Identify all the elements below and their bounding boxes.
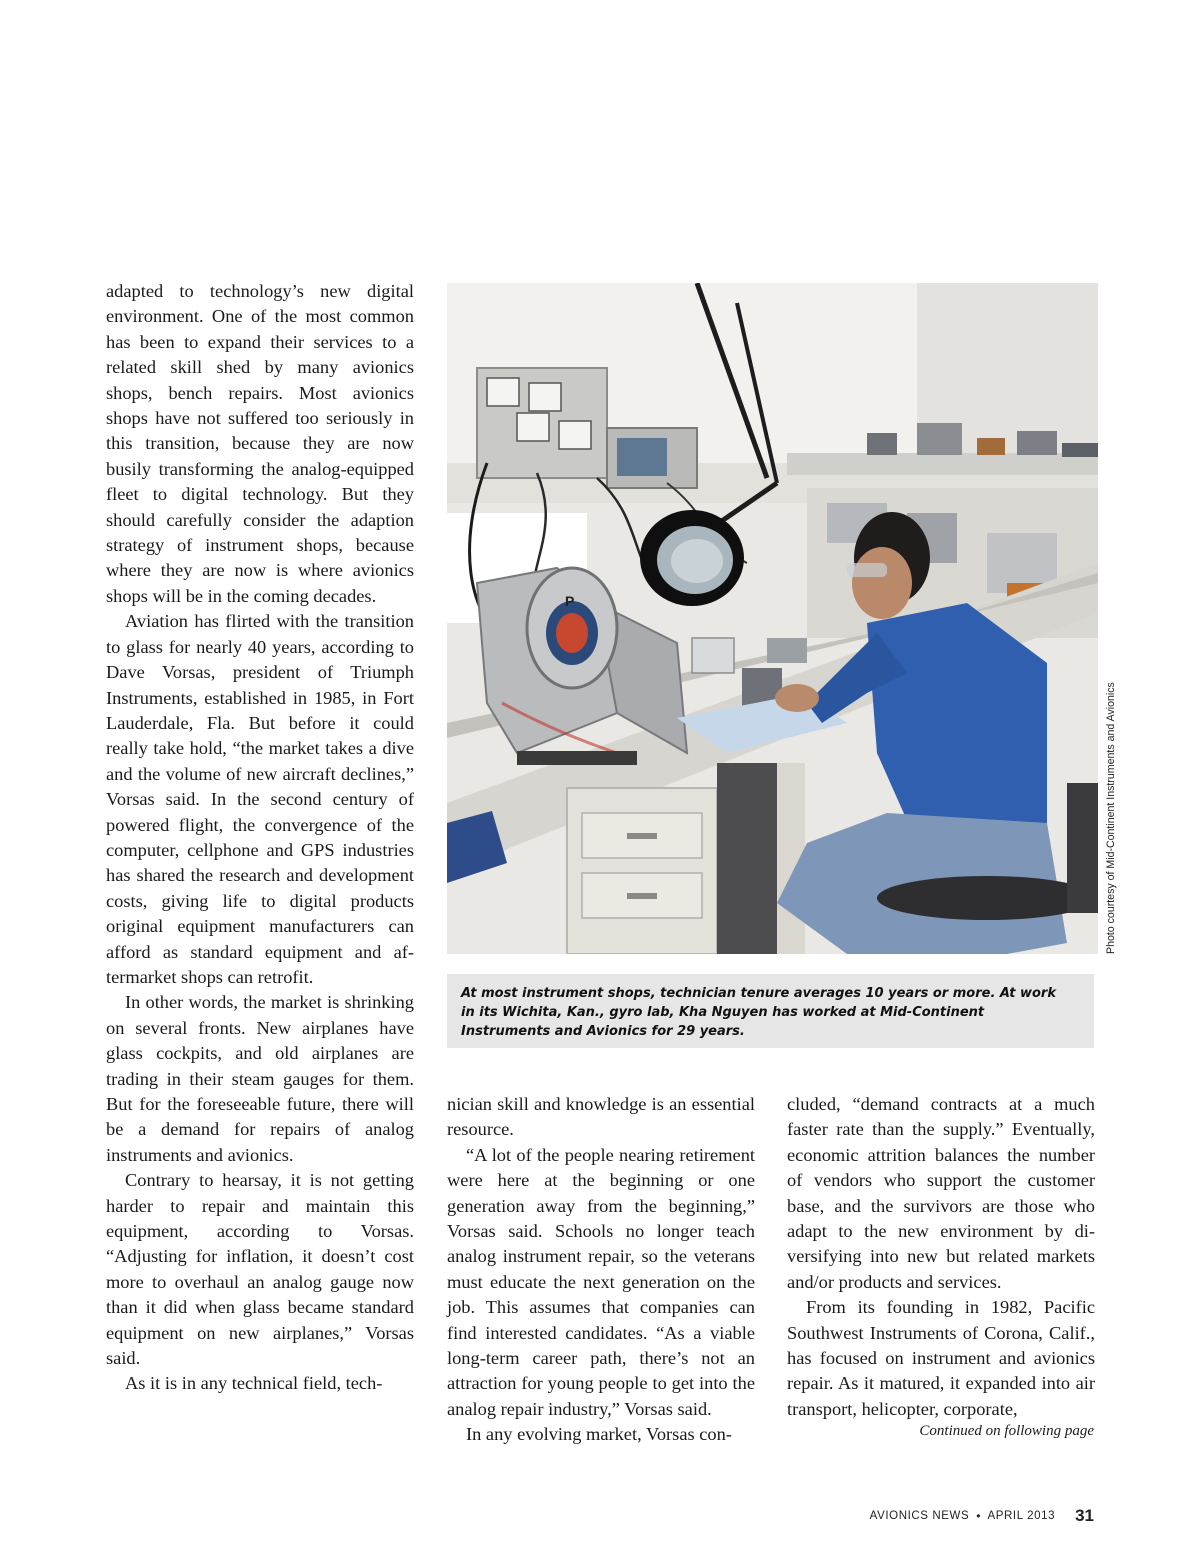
issue-date: APRIL 2013 <box>987 1510 1056 1522</box>
photo-credit: Photo courtesy of Mid-Continent Instruments and Avionics <box>1105 682 1117 954</box>
paragraph: In other words, the market is shrinking on several fronts. New airplanes have glass cockpits, and old airplanes are trading in their steam gauges for them. But for the foreseeable future, there will be a demand for repairs of analog instruments and avionics. <box>106 992 414 1165</box>
photo-caption-box <box>447 974 1094 1048</box>
photo-caption: At most instrument shops, technician tenure averages 10 years or more. At work in its Wichita, Kan., gyro lab, Kha Nguyen has worked at Mid-Continent Instruments and Avionics for 29 years. <box>461 986 1056 1039</box>
paragraph: nician skill and knowledge is an essential resource. <box>447 1094 755 1140</box>
paragraph: From its founding in 1982, Pacific Southwest Instruments of Corona, Calif., has focused on instrument and avionics repair. As it matured, it expanded into air transport, helicopter, corporate, <box>787 1297 1095 1419</box>
lab-photo <box>447 283 1098 954</box>
article-column-3 <box>787 1092 1095 1422</box>
page-footer <box>760 1506 1094 1532</box>
footer-separator: • <box>976 1509 981 1523</box>
page-number: 31 <box>1075 1506 1094 1525</box>
continued-note: Continued on following page <box>919 1423 1094 1439</box>
paragraph: Contrary to hearsay, it is not getting harder to repair and maintain this equipment, according to Vorsas. “Adjusting for inflation, it doesn’t cost more to overhaul an analog gauge now than it did when glass became standard equipment on new airplanes,” Vorsas said. <box>106 1170 414 1369</box>
paragraph: As it is in any technical field, tech- <box>125 1373 383 1394</box>
paragraph: In any evolving market, Vorsas con- <box>466 1424 732 1445</box>
article-column-2 <box>447 1092 755 1448</box>
paragraph: cluded, “demand contracts at a much faster rate than the supply.” Eventually, economic attrition balances the number of vendors who support the customer base, and the survivors are those who adapt to the new environment by diversifying into new but related markets and/or products and services. <box>787 1094 1095 1292</box>
instrument-letter: P <box>565 593 575 609</box>
paragraph: adapted to technology’s new digital environment. One of the most common has been to expand their services to a related skill shed by many avionics shops, bench repairs. Most avionics shops have not suffered too seriously in this transition, because they are now busily transforming the analog-equipped fleet to digital technology. But they should carefully consider the adaption strategy of instrument shops, because where they are now is where avionics shops will be in the coming decades. <box>106 281 414 606</box>
publication-name: AVIONICS NEWS <box>869 1510 970 1522</box>
article-column-1 <box>106 279 414 1397</box>
paragraph: Aviation has flirted with the transition to glass for nearly 40 years, according to Dave Vorsas, president of Triumph Instruments, established in 1985, in Fort Lauderdale, Fla. But before it could really take hold, “the market takes a dive and the volume of new aircraft declines,” Vorsas said. In the second century of powered flight, the convergence of the computer, cellphone and GPS industries has shared the research and development costs, giving life to digital products original equipment manufacturers can afford as standard equipment and aftermarket shops can retrofit. <box>106 611 414 987</box>
paragraph: “A lot of the people nearing retirement were here at the beginning or one generation away from the beginning,” Vorsas said. Schools no longer teach analog instrument repair, so the veterans must educate the next generation on the job. This assumes that companies can find interested candidates. “As a viable long-term career path, there’s not an attraction for young people to get into the analog repair industry,” Vorsas said. <box>447 1144 755 1419</box>
